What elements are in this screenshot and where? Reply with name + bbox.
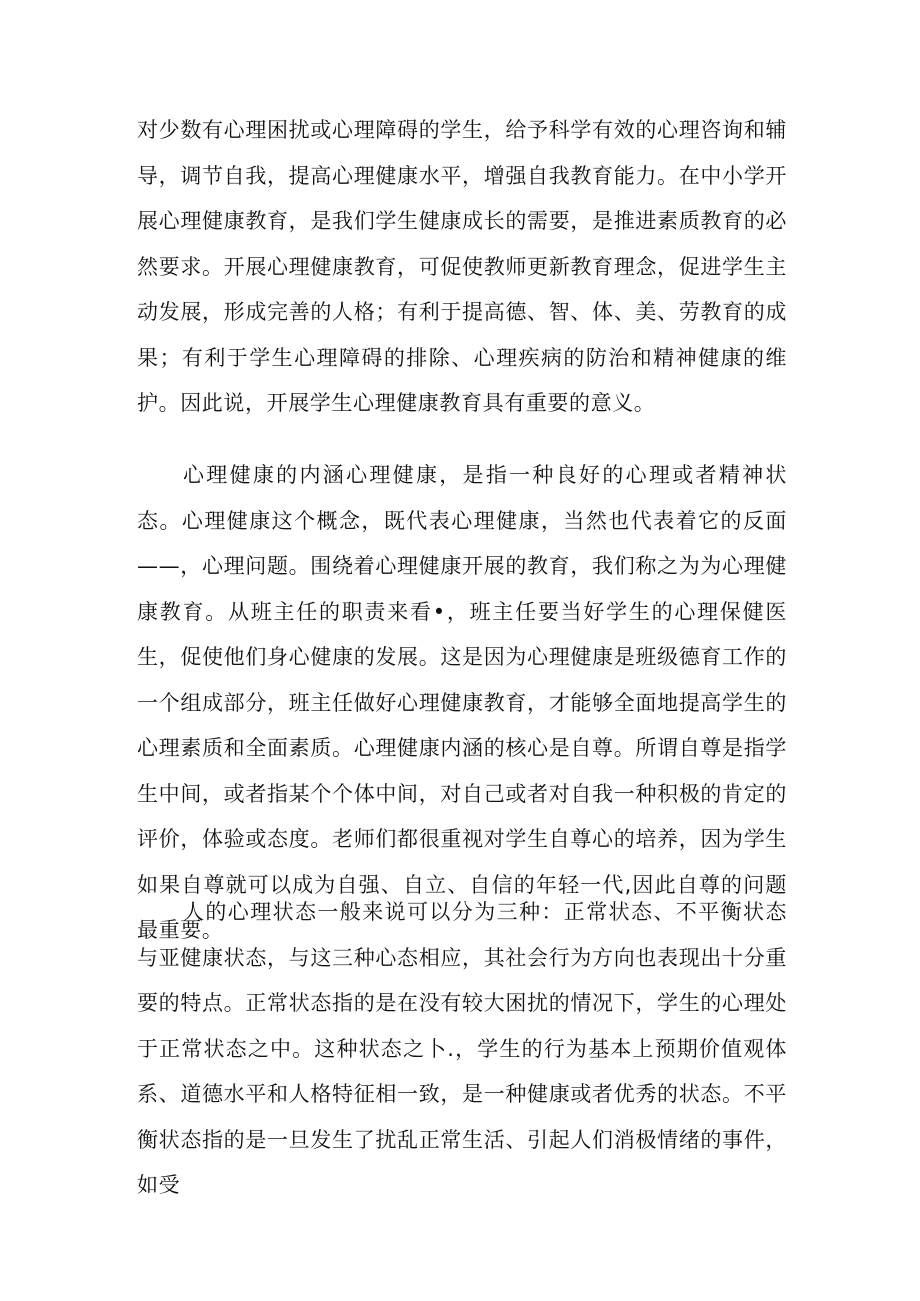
paragraph-1: 对少数有心理困扰或心理障碍的学生，给予科学有效的心理咨询和辅导，调节自我，提高心理健康水平，增强自我教育能力。在中小学开展心理健康教育，是我们学生健康成长的需要，是推进素质教育的必然要求。开展心理健康教育，可促使教师更新教育理念，促进学生主动发展，形成完善的人格；有利于提高德、智、体、美、劳教育的成果；有利于学生心理障碍的排除、心理疾病的防治和精神健康的维护。因此说，开展学生心理健康教育具有重要的意义。 [137, 118, 787, 415]
paragraph-2: 心理健康的内涵心理健康，是指一种良好的心理或者精神状态。心理健康这个概念，既代表心理健康，当然也代表着它的反面——，心理问题。围绕着心理健康开展的教育，我们称之为为心理健康教育。从班主任的职责来看•，班主任要当好学生的心理保健医生，促使他们身心健康的发展。这是因为心理健康是班级德育工作的一个组成部分，班主任做好心理健康教育，才能够全面地提高学生的心理素质和全面素质。心理健康内涵的核心是自尊。所谓自尊是指学生中间，或者指某个个体中间，对自己或者对自我一种积极的肯定的评价，体验或态度。老师们都很重视对学生自尊心的培养，因为学生如果自尊就可以成为自强、自立、自信的年轻一代,因此自尊的问题最重要。 [137, 463, 787, 942]
paragraph-3: 人的心理状态一般来说可以分为三种：正常状态、不平衡状态与亚健康状态，与这三种心态相应，其社会行为方向也表现出十分重要的特点。正常状态指的是在没有较大困扰的情况下，学生的心理处于正常状态之中。这种状态之卜.，学生的行为基本上预期价值观体系、道德水平和人格特征相一致，是一种健康或者优秀的状态。不平衡状态指的是一旦发生了扰乱正常生活、引起人们消极情绪的事件，如受 [137, 900, 787, 1197]
